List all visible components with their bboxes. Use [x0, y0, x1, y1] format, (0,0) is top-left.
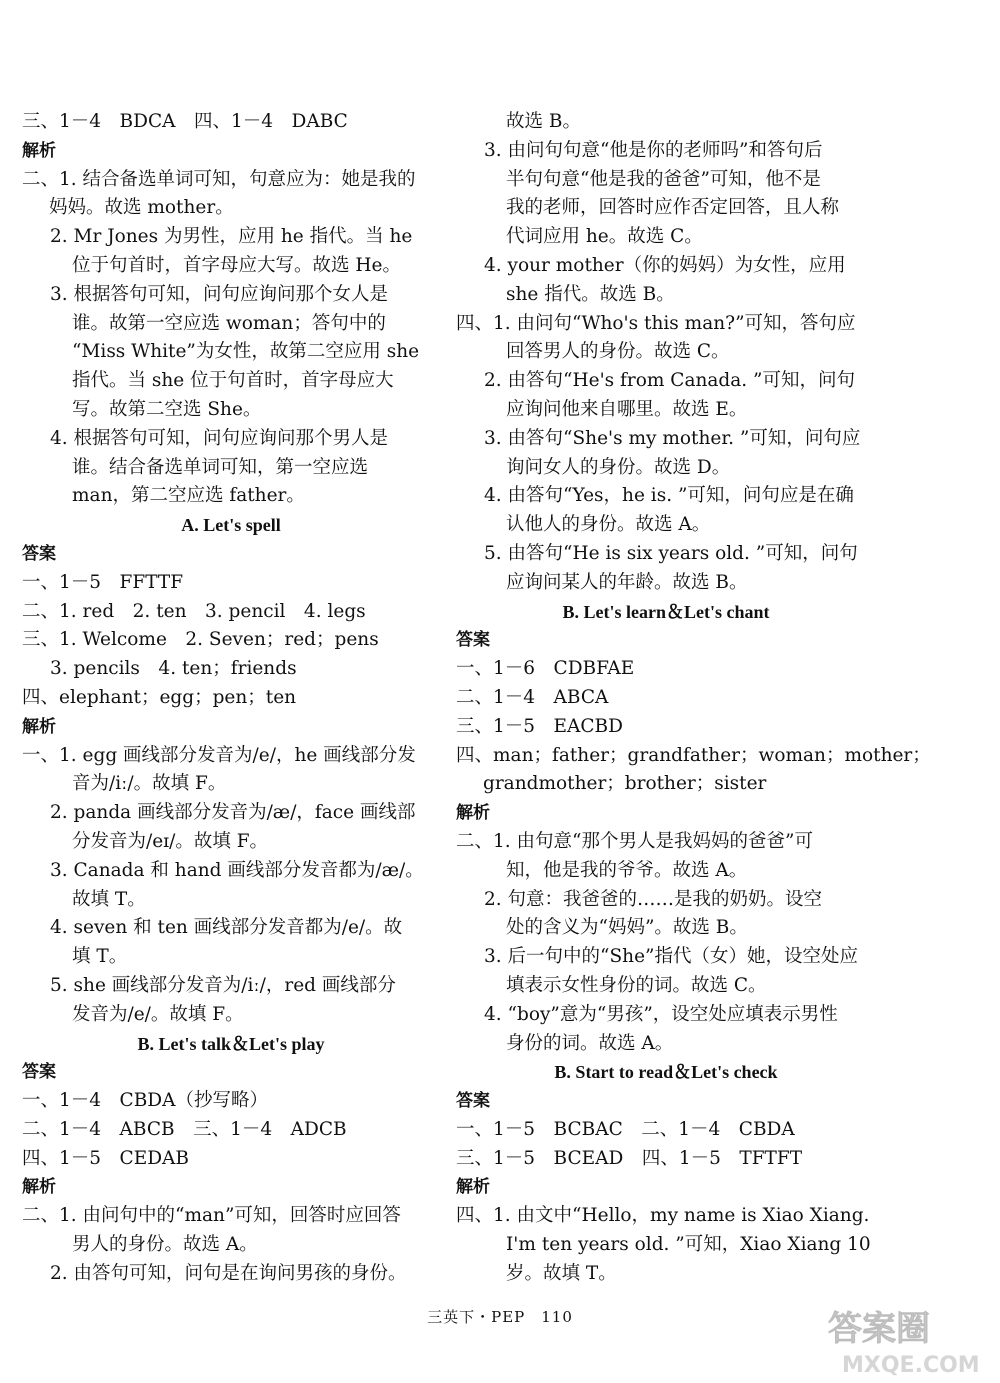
text-line: 身份的词。故选 A。: [506, 1032, 674, 1054]
text-line: 代词应用 he。故选 C。: [506, 226, 703, 248]
text-line: 填 T。: [72, 946, 128, 968]
subsection-label: 解析: [22, 716, 56, 737]
text-line: 岁。故填 T。: [506, 1262, 617, 1284]
watermark-logo: [820, 1300, 990, 1380]
text-line: 4. seven 和 ten 画线部分发音都为/e/。故: [50, 917, 403, 939]
text-line: 处的含义为“妈妈”。故选 B。: [506, 917, 748, 939]
text-line: 5. 由答句“He is six years old. ”可知，问句: [484, 542, 858, 564]
text-line: 填表示女性身份的词。故选 C。: [506, 974, 767, 996]
text-line: 二、1. 结合备选单词可知，句意应为：她是我的: [22, 168, 416, 190]
section-heading: B. Start to read＆Let's check: [554, 1062, 778, 1083]
text-line: 回答男人的身份。故选 C。: [506, 341, 730, 363]
text-line: 三、1－5 EACBD: [456, 715, 623, 737]
text-line: 三、1. Welcome 2. Seven；red；pens: [22, 629, 379, 651]
text-line: 5. she 画线部分发音为/iː/，red 画线部分: [50, 974, 396, 996]
text-line: 半句句意“他是我的爸爸”可知，他不是: [506, 168, 821, 190]
text-line: 3. 根据答句可知，问句应询问那个女人是: [50, 283, 389, 305]
text-line: 故填 T。: [72, 888, 146, 910]
text-line: 二、1－4 ABCB 三、1－4 ADCB: [22, 1118, 347, 1140]
text-line: 4. “boy”意为“男孩”，设空处应填表示男性: [484, 1003, 838, 1025]
text-line: “Miss White”为女性，故第二空应用 she: [72, 341, 420, 363]
text-line: 2. 由答句“He's from Canada. ”可知，问句: [484, 370, 856, 392]
text-line: 妈妈。故选 mother。: [49, 197, 234, 219]
text-line: 3. pencils 4. ten；friends: [50, 658, 297, 680]
text-line: 4. 根据答句可知，问句应询问那个男人是: [50, 427, 389, 449]
text-line: 我的老师，回答时应作否定回答，且人称: [506, 197, 840, 219]
text-line: 四、man；father；grandfather；woman；mother；: [456, 744, 931, 766]
text-line: grandmother；brother；sister: [483, 773, 767, 795]
text-line: 四、elephant；egg；pen；ten: [22, 686, 297, 708]
text-line: 谁。结合备选单词可知，第一空应选: [72, 456, 369, 478]
text-line: 一、1－6 CDBFAE: [456, 658, 635, 680]
text-line: 男人的身份。故选 A。: [72, 1234, 258, 1256]
text-line: 三、1－5 BCEAD 四、1－5 TFTFT: [456, 1147, 803, 1169]
text-line: 认他人的身份。故选 A。: [506, 514, 711, 536]
subsection-label: 解析: [456, 803, 490, 824]
text-line: 音为/iː/。故填 F。: [72, 773, 227, 795]
text-line: 知，他是我的爷爷。故选 A。: [506, 859, 748, 881]
text-line: 4. your mother（你的妈妈）为女性，应用: [484, 254, 846, 276]
text-line: 二、1. 由句意“那个男人是我妈妈的爸爸”可: [456, 830, 813, 852]
text-line: 4. 由答句“Yes，he is. ”可知，问句应是在确: [484, 485, 854, 507]
text-line: 3. 由答句“She's my mother. ”可知，问句应: [484, 427, 861, 449]
text-line: 3. Canada 和 hand 画线部分发音都为/æ/。: [50, 859, 424, 881]
text-line: 四、1－5 CEDAB: [22, 1147, 189, 1169]
text-line: 3. 由问句句意“他是你的老师吗”和答句后: [484, 139, 823, 161]
text-line: 分发音为/eɪ/。故填 F。: [72, 830, 269, 852]
text-line: man，第二空应选 father。: [72, 485, 305, 507]
text-line: 二、1. 由问句中的“man”可知，回答时应回答: [22, 1205, 401, 1227]
page-footer: 三英下・PEP 110: [427, 1308, 573, 1326]
subsection-label: 答案: [22, 543, 56, 564]
text-line: 三、1－4 BDCA 四、1－4 DABC: [22, 111, 348, 132]
text-line: 2. Mr Jones 为男性，应用 he 指代。当 he: [50, 226, 413, 248]
text-line: 应询问他来自哪里。故选 E。: [506, 398, 748, 420]
text-line: 2. 句意：我爸爸的……是我的奶奶。设空: [484, 888, 823, 910]
text-line: I'm ten years old. ”可知，Xiao Xiang 10: [506, 1234, 871, 1256]
text-line: 谁。故第一空应选 woman；答句中的: [72, 312, 386, 334]
left-column: [22, 108, 440, 1289]
subsection-label: 答案: [456, 1091, 490, 1112]
text-line: 2. 由答句可知，问句是在询问男孩的身份。: [50, 1262, 407, 1284]
text-line: 四、1. 由文中“Hello，my name is Xiao Xiang.: [456, 1205, 870, 1227]
section-heading: B. Let's talk＆Let's play: [137, 1033, 325, 1054]
svg-text:答案圈: 答案圈: [828, 1309, 930, 1349]
text-line: she 指代。故选 B。: [506, 283, 675, 305]
text-line: 指代。当 she 位于句首时，首字母应大: [72, 370, 394, 392]
subsection-label: 解析: [456, 1177, 490, 1198]
subsection-label: 解析: [22, 1177, 56, 1198]
text-line: 一、1. egg 画线部分发音为/e/，he 画线部分发: [22, 744, 416, 766]
text-line: 发音为/e/。故填 F。: [72, 1003, 244, 1025]
text-line: 3. 后一句中的“She”指代（女）她，设空处应: [484, 946, 858, 968]
text-line: 位于句首时，首字母应大写。故选 He。: [72, 254, 401, 276]
section-heading: B. Let's learn＆Let's chant: [562, 601, 770, 622]
text-line: 2. panda 画线部分发音为/æ/，face 画线部: [50, 802, 416, 824]
text-line: 一、1－5 BCBAC 二、1－4 CBDA: [456, 1118, 795, 1140]
text-line: 故选 B。: [506, 111, 581, 132]
svg-text:MXQE.COM: MXQE.COM: [842, 1353, 980, 1378]
text-line: 一、1－4 CBDA（抄写略）: [22, 1090, 268, 1112]
text-line: 二、1. red 2. ten 3. pencil 4. legs: [22, 600, 366, 622]
text-line: 一、1－5 FFTTF: [22, 571, 184, 593]
text-line: 应询问某人的年龄。故选 B。: [506, 571, 748, 593]
subsection-label: 答案: [22, 1062, 56, 1083]
subsection-label: 答案: [456, 630, 490, 651]
subsection-label: 解析: [22, 140, 56, 161]
text-line: 询问女人的身份。故选 D。: [506, 456, 731, 478]
text-line: 四、1. 由问句“Who's this man?”可知，答句应: [456, 312, 856, 334]
text-line: 写。故第二空选 She。: [72, 398, 262, 420]
section-heading: A. Let's spell: [181, 515, 281, 536]
text-line: 二、1－4 ABCA: [456, 686, 609, 708]
right-column: [456, 108, 931, 1289]
